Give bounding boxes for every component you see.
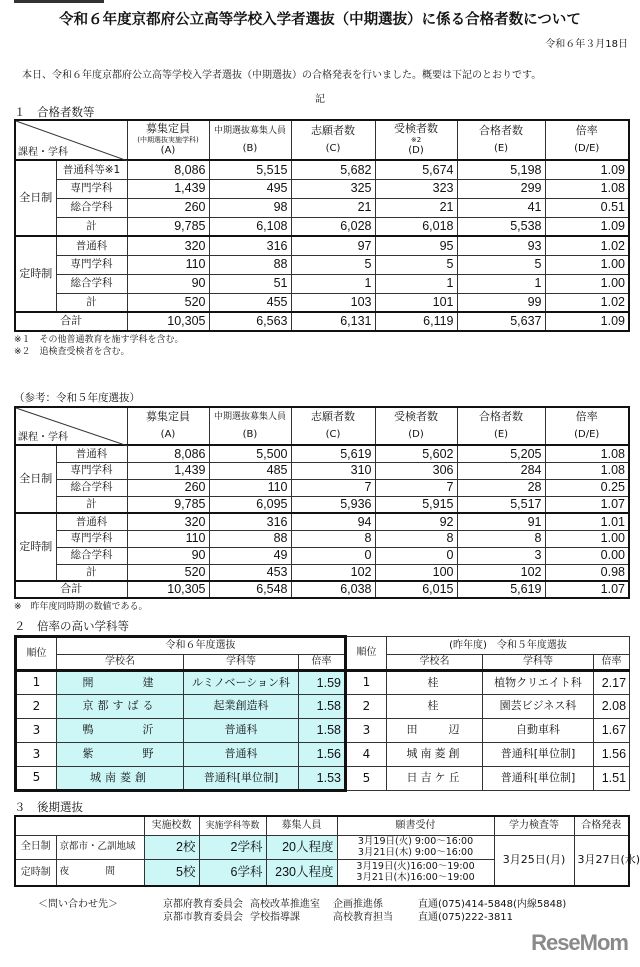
rank: 3 [16, 719, 57, 743]
col-header-r: 倍率 (D/E) [545, 407, 629, 445]
school-name: 紫 野 [57, 743, 184, 767]
section3-title: ３ 後期選抜 [14, 800, 83, 814]
cell-value: 10,305 [127, 581, 209, 598]
subject-label: 計 [56, 496, 127, 513]
school-name: 開 建 [57, 671, 184, 695]
subject-label: 総合学科 [56, 198, 127, 217]
cell-value: 0 [291, 547, 375, 564]
announce-date: 3月27日(水) [574, 835, 629, 886]
cell-value: 5,517 [457, 496, 545, 513]
resemom-logo: ReseMom [531, 930, 628, 955]
school-name: 城南菱創 [387, 743, 483, 767]
cell-value: 310 [291, 462, 375, 479]
cell-value: 1.08 [545, 445, 629, 462]
subject-label: 総合学科 [56, 547, 127, 564]
rank: 4 [346, 743, 387, 767]
cell-value: 5 [291, 255, 375, 274]
cell-value: 5,674 [375, 160, 457, 179]
contact-text: 高校教育担当 [333, 912, 393, 923]
cell-value: 88 [209, 255, 291, 274]
contact-label: ＜問い合わせ先＞ [38, 899, 118, 910]
cell-value: 455 [209, 293, 291, 312]
ranking-row [16, 671, 630, 695]
cell-value: 8 [375, 530, 457, 547]
col-header: 願書受付 [337, 816, 494, 835]
rank: 1 [16, 671, 57, 695]
cell-value: 260 [127, 479, 209, 496]
cell-value: 8,086 [127, 445, 209, 462]
schools: 2校 [144, 835, 199, 859]
table-row [15, 462, 629, 479]
cell-value: 88 [209, 530, 291, 547]
ratio: 2.17 [594, 671, 630, 695]
cell-value: 103 [291, 293, 375, 312]
cell-value: 6,119 [375, 312, 457, 331]
late-selection-table [14, 815, 640, 887]
admissions-table-2024 [14, 119, 630, 332]
table-row [15, 293, 629, 312]
contact-text: 京都市教育委員会 [163, 912, 243, 923]
cell-value: 1.01 [545, 513, 629, 530]
cell-value: 51 [209, 274, 291, 293]
cell-value: 91 [457, 513, 545, 530]
subject-label: 計 [56, 217, 127, 236]
subject-label: 普通科 [56, 513, 127, 530]
course-label: 定時制 [15, 513, 56, 581]
corner-header: 課程・学科 [15, 120, 127, 160]
table-row [15, 547, 629, 564]
cell-value: 6,095 [209, 496, 291, 513]
cell-value: 1.02 [545, 236, 629, 255]
cell-value: 98 [209, 198, 291, 217]
cell-value: 97 [291, 236, 375, 255]
cell-value: 5,515 [209, 160, 291, 179]
contact-text: 企画推進係 [333, 899, 383, 910]
cell-value: 110 [127, 255, 209, 274]
col-header: 実施学科等数 [199, 816, 266, 835]
ratio: 1.56 [299, 743, 346, 767]
cell-value: 93 [457, 236, 545, 255]
cell-value: 102 [291, 564, 375, 581]
cell-value: 0 [375, 547, 457, 564]
high-ratio-table [14, 635, 630, 792]
table-row [15, 217, 629, 236]
cell-value: 6,548 [209, 581, 291, 598]
department: 起業創造科 [184, 695, 299, 719]
cell-value: 520 [127, 293, 209, 312]
note-2: ※２ 追検査受検者を含む。 [14, 347, 130, 357]
cell-value: 8 [457, 530, 545, 547]
col-header-d: 受検者数 ※2 (D) [375, 120, 457, 160]
cell-value: 5 [375, 255, 457, 274]
school-name: 日吉ケ丘 [387, 767, 483, 791]
contact-text: 直通(075)414-5848(内線5848) [418, 899, 567, 910]
cell-value: 1,439 [127, 179, 209, 198]
cell-value: 1,439 [127, 462, 209, 479]
ratio-header: 倍率 [299, 655, 346, 671]
table-row [15, 179, 629, 198]
cell-value: 0.98 [545, 564, 629, 581]
application-dates: 3月19日(火)16:00～19:00 3月21日(木)16:00～19:00 [337, 859, 494, 886]
table-row [15, 479, 629, 496]
cell-value: 92 [375, 513, 457, 530]
ratio: 1.56 [594, 743, 630, 767]
cell-value: 0.00 [545, 547, 629, 564]
cell-value: 7 [291, 479, 375, 496]
corner-header: 課程・学科 [15, 407, 127, 445]
contact-text: 京都府教育委員会 [163, 899, 243, 910]
cell-value: 485 [209, 462, 291, 479]
cell-value: 1.07 [545, 581, 629, 598]
cell-value: 5,538 [457, 217, 545, 236]
cell-value: 6,028 [291, 217, 375, 236]
total-label: 合計 [15, 581, 127, 598]
cell-value: 90 [127, 547, 209, 564]
cell-value: 6,131 [291, 312, 375, 331]
cell-value: 5,619 [457, 581, 545, 598]
table-row [15, 274, 629, 293]
exam-date: 3月25日(月) [494, 835, 574, 886]
cell-value: 9,785 [127, 217, 209, 236]
section2-title: ２ 倍率の高い学科等 [14, 619, 129, 633]
ranking-row [16, 695, 630, 719]
subject-label: 計 [56, 564, 127, 581]
cell-value: 495 [209, 179, 291, 198]
blank-header [15, 816, 144, 835]
subject-label: 普通科等※1 [56, 160, 127, 179]
rank-header: 順位 [346, 637, 387, 671]
cell-value: 100 [375, 564, 457, 581]
cell-value: 1.08 [545, 462, 629, 479]
ratio: 1.59 [299, 671, 346, 695]
ratio: 1.58 [299, 695, 346, 719]
cell-value: 316 [209, 236, 291, 255]
left-title: 令和６年度選抜 [57, 637, 346, 655]
cell-value: 6,015 [375, 581, 457, 598]
department: 植物クリエイト科 [483, 671, 594, 695]
cell-value: 1.00 [545, 274, 629, 293]
dept-header: 学科等 [184, 655, 299, 671]
subject-label: 計 [56, 293, 127, 312]
cell-value: 1.09 [545, 312, 629, 331]
school-name: 桂 [387, 695, 483, 719]
department: ルミノベーション科 [184, 671, 299, 695]
cell-value: 520 [127, 564, 209, 581]
table-row [15, 513, 629, 530]
course: 全日制 [15, 835, 56, 859]
cell-value: 90 [127, 274, 209, 293]
cell-value: 110 [127, 530, 209, 547]
cell-value: 299 [457, 179, 545, 198]
ratio: 1.53 [299, 767, 346, 791]
ref-note: ※ 昨年度同時期の数値である。 [14, 602, 148, 612]
course-label: 全日制 [15, 445, 56, 513]
col-header-c: 志願者数 (C) [291, 407, 375, 445]
note-1: ※１ その他普通教育を施す学科を含む。 [14, 335, 184, 345]
school-header: 学校名 [387, 655, 483, 671]
contact-text: 直通(075)222-3811 [418, 912, 514, 923]
cell-value: 320 [127, 513, 209, 530]
cell-value: 8 [291, 530, 375, 547]
cell-value: 1 [457, 274, 545, 293]
col-header: 学力検査等 [494, 816, 574, 835]
ki-mark: 記 [315, 94, 325, 105]
cell-value: 1.02 [545, 293, 629, 312]
area: 京都市・乙訓地域 [56, 835, 144, 859]
ratio-header: 倍率 [594, 655, 630, 671]
quota: 230人程度 [266, 859, 337, 886]
school-name: 鴨 沂 [57, 719, 184, 743]
school-name: 桂 [387, 671, 483, 695]
table-row [15, 496, 629, 513]
cell-value: 21 [291, 198, 375, 217]
cell-value: 5,915 [375, 496, 457, 513]
total-label: 合計 [15, 312, 127, 331]
col-header-d: 受検者数 (D) [375, 407, 457, 445]
subject-label: 総合学科 [56, 479, 127, 496]
department: 普通科[単位制] [184, 767, 299, 791]
cell-value: 102 [457, 564, 545, 581]
cell-value: 110 [209, 479, 291, 496]
cell-value: 284 [457, 462, 545, 479]
depts: 2学科 [199, 835, 266, 859]
table-row [15, 255, 629, 274]
col-header-e: 合格者数 (E) [457, 407, 545, 445]
cell-value: 260 [127, 198, 209, 217]
cell-value: 0.51 [545, 198, 629, 217]
col-header-b: 中期選抜募集人員 (B) [209, 120, 291, 160]
table-row [15, 445, 629, 462]
quota: 20人程度 [266, 835, 337, 859]
cell-value: 1.09 [545, 160, 629, 179]
ranking-row [16, 719, 630, 743]
top-rule [14, 0, 104, 3]
dept-header: 学科等 [483, 655, 594, 671]
subject-label: 総合学科 [56, 274, 127, 293]
cell-value: 5,500 [209, 445, 291, 462]
subject-label: 普通科 [56, 445, 127, 462]
schools: 5校 [144, 859, 199, 886]
department: 普通科[単位制] [483, 767, 594, 791]
contact-text: 学校指導課 [250, 912, 300, 923]
cell-value: 5,198 [457, 160, 545, 179]
table-row [15, 198, 629, 217]
department: 普通科[単位制] [483, 743, 594, 767]
cell-value: 6,038 [291, 581, 375, 598]
cell-value: 41 [457, 198, 545, 217]
rank: 5 [346, 767, 387, 791]
cell-value: 5,619 [291, 445, 375, 462]
course-label: 定時制 [15, 236, 56, 312]
cell-value: 6,108 [209, 217, 291, 236]
ratio: 1.67 [594, 719, 630, 743]
subject-label: 普通科 [56, 236, 127, 255]
rank: 2 [346, 695, 387, 719]
late-row [15, 835, 629, 859]
col-header-c: 志願者数 (C) [291, 120, 375, 160]
department: 普通科 [184, 719, 299, 743]
col-header: 合格発表 [574, 816, 629, 835]
intro-text: 本日、令和６年度京都府公立高等学校入学者選抜（中期選抜）の合格発表を行いました。概要は下記のとおりです。 [22, 70, 542, 81]
cell-value: 1.07 [545, 496, 629, 513]
col-header-a: 募集定員 (中期選抜実施学科) (A) [127, 120, 209, 160]
ranking-row [16, 767, 630, 791]
school-header: 学校名 [57, 655, 184, 671]
cell-value: 99 [457, 293, 545, 312]
cell-value: 5,682 [291, 160, 375, 179]
table-row [15, 160, 629, 179]
cell-value: 10,305 [127, 312, 209, 331]
section1-title: １ 合格者数等 [14, 105, 95, 119]
date: 令和６年３月18日 [545, 39, 628, 50]
rank: 2 [16, 695, 57, 719]
admissions-table-2023 [14, 406, 630, 599]
cell-value: 49 [209, 547, 291, 564]
cell-value: 5,637 [457, 312, 545, 331]
cell-value: 316 [209, 513, 291, 530]
ratio: 2.08 [594, 695, 630, 719]
cell-value: 1 [375, 274, 457, 293]
area: 夜 間 [56, 859, 144, 886]
course-label: 全日制 [15, 160, 56, 236]
cell-value: 9,785 [127, 496, 209, 513]
cell-value: 323 [375, 179, 457, 198]
cell-value: 1 [291, 274, 375, 293]
cell-value: 1.00 [545, 255, 629, 274]
subject-label: 専門学科 [56, 179, 127, 198]
ranking-row [16, 743, 630, 767]
cell-value: 94 [291, 513, 375, 530]
rank: 1 [346, 671, 387, 695]
cell-value: 320 [127, 236, 209, 255]
table-row [15, 564, 629, 581]
ratio: 1.58 [299, 719, 346, 743]
cell-value: 28 [457, 479, 545, 496]
col-header-e: 合格者数 (E) [457, 120, 545, 160]
cell-value: 7 [375, 479, 457, 496]
col-header-a: 募集定員 (A) [127, 407, 209, 445]
col-header-r: 倍率 (D/E) [545, 120, 629, 160]
ratio: 1.51 [594, 767, 630, 791]
department: 自動車科 [483, 719, 594, 743]
depts: 6学科 [199, 859, 266, 886]
cell-value: 453 [209, 564, 291, 581]
department: 園芸ビジネス科 [483, 695, 594, 719]
cell-value: 5 [457, 255, 545, 274]
cell-value: 306 [375, 462, 457, 479]
page-title: 令和６年度京都府公立高等学校入学者選抜（中期選抜）に係る合格者数について [59, 12, 581, 28]
cell-value: 8,086 [127, 160, 209, 179]
rank-header: 順位 [16, 637, 57, 671]
cell-value: 6,563 [209, 312, 291, 331]
school-name: 城南菱創 [57, 767, 184, 791]
cell-value: 6,018 [375, 217, 457, 236]
subject-label: 専門学科 [56, 462, 127, 479]
rank: 5 [16, 767, 57, 791]
cell-value: 3 [457, 547, 545, 564]
cell-value: 1.08 [545, 179, 629, 198]
cell-value: 21 [375, 198, 457, 217]
rank: 3 [16, 743, 57, 767]
table-row [15, 530, 629, 547]
cell-value: 5,205 [457, 445, 545, 462]
rank: 3 [346, 719, 387, 743]
right-title: (昨年度) 令和５年度選抜 [387, 637, 630, 655]
col-header-b: 中期選抜募集人員 (B) [209, 407, 291, 445]
cell-value: 95 [375, 236, 457, 255]
col-header: 実施校数 [144, 816, 199, 835]
school-name: 田 辺 [387, 719, 483, 743]
cell-value: 5,936 [291, 496, 375, 513]
school-name: 京都すばる [57, 695, 184, 719]
ref-title: （参考：令和５年度選抜） [14, 392, 140, 404]
total-row [15, 312, 629, 331]
contact-text: 高校改革推進室 [250, 899, 320, 910]
cell-value: 0.25 [545, 479, 629, 496]
subject-label: 専門学科 [56, 530, 127, 547]
cell-value: 5,602 [375, 445, 457, 462]
cell-value: 101 [375, 293, 457, 312]
course: 定時制 [15, 859, 56, 886]
table-row [15, 236, 629, 255]
department: 普通科 [184, 743, 299, 767]
application-dates: 3月19日(火) 9:00～16:00 3月21日(木) 9:00～16:00 [337, 835, 494, 859]
cell-value: 1.09 [545, 217, 629, 236]
total-row [15, 581, 629, 598]
cell-value: 325 [291, 179, 375, 198]
cell-value: 1.00 [545, 530, 629, 547]
subject-label: 専門学科 [56, 255, 127, 274]
col-header: 募集人員 [266, 816, 337, 835]
